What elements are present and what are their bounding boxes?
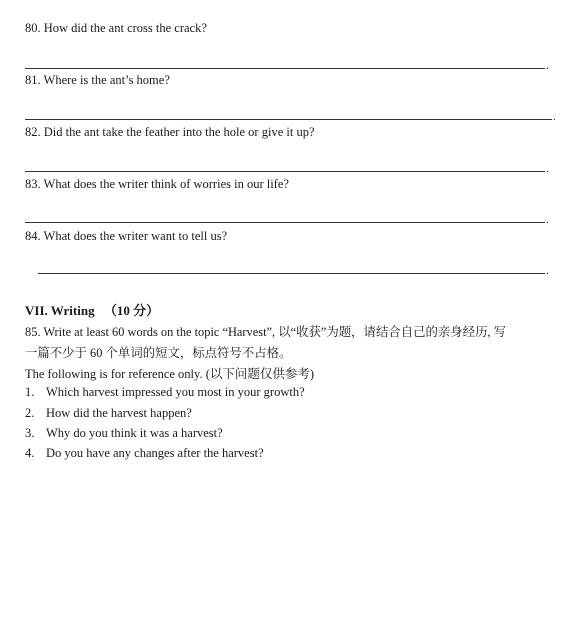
question-81 [25, 73, 170, 88]
item-text: Why do you think it was a harvest? [46, 426, 223, 440]
answer-line-82[interactable] [25, 171, 545, 172]
question-83 [25, 177, 289, 192]
item-number: 2. [25, 406, 35, 420]
writing-prompt-line-1: 85. Write at least 60 words on the topic “Harvest”, 以“收获”为题，请结合自己的亲身经历, 写 [25, 325, 507, 339]
question-84 [25, 229, 227, 244]
question-82 [25, 125, 315, 140]
item-text: Do you have any changes after the harvest? [46, 446, 264, 460]
reference-item-1 [25, 385, 305, 400]
answer-period: . [546, 60, 549, 72]
question-text: What does the writer want to tell us? [43, 229, 228, 243]
writing-points: （10 分） [103, 303, 160, 318]
question-text: What does the writer think of worries in our life? [43, 177, 289, 191]
answer-period: . [546, 265, 549, 277]
question-text: Where is the ant’s home? [43, 73, 170, 87]
question-text: Did the ant take the feather into the hole or give it up? [43, 125, 315, 139]
writing-heading: VII. Writing [25, 303, 95, 318]
answer-period: . [546, 214, 549, 226]
reference-item-2 [25, 406, 192, 421]
question-80 [25, 21, 207, 36]
reference-item-3 [25, 426, 223, 441]
question-number: 83. [25, 177, 41, 191]
writing-prompt-line-2: 一篇不少于 60 个单词的短文，标点符号不占格。 [25, 346, 292, 360]
item-number: 3. [25, 426, 35, 440]
item-number: 4. [25, 446, 35, 460]
answer-line-83[interactable] [25, 222, 545, 223]
answer-line-81[interactable] [25, 119, 552, 120]
question-number: 84. [25, 229, 41, 243]
answer-period: . [546, 163, 549, 175]
reference-note: The following is for reference only. (以下问题仅供参考) [25, 367, 315, 381]
question-number: 81. [25, 73, 41, 87]
question-number: 82. [25, 125, 41, 139]
answer-line-84[interactable] [38, 273, 545, 274]
item-number: 1. [25, 385, 35, 399]
question-number: 80. [25, 21, 41, 35]
reference-item-4 [25, 446, 264, 461]
item-text: Which harvest impressed you most in your growth? [46, 385, 305, 399]
question-text: How did the ant cross the crack? [43, 21, 207, 35]
answer-period: . [553, 111, 556, 123]
writing-section-title [25, 300, 159, 319]
item-text: How did the harvest happen? [46, 406, 192, 420]
answer-line-80[interactable] [25, 68, 545, 69]
